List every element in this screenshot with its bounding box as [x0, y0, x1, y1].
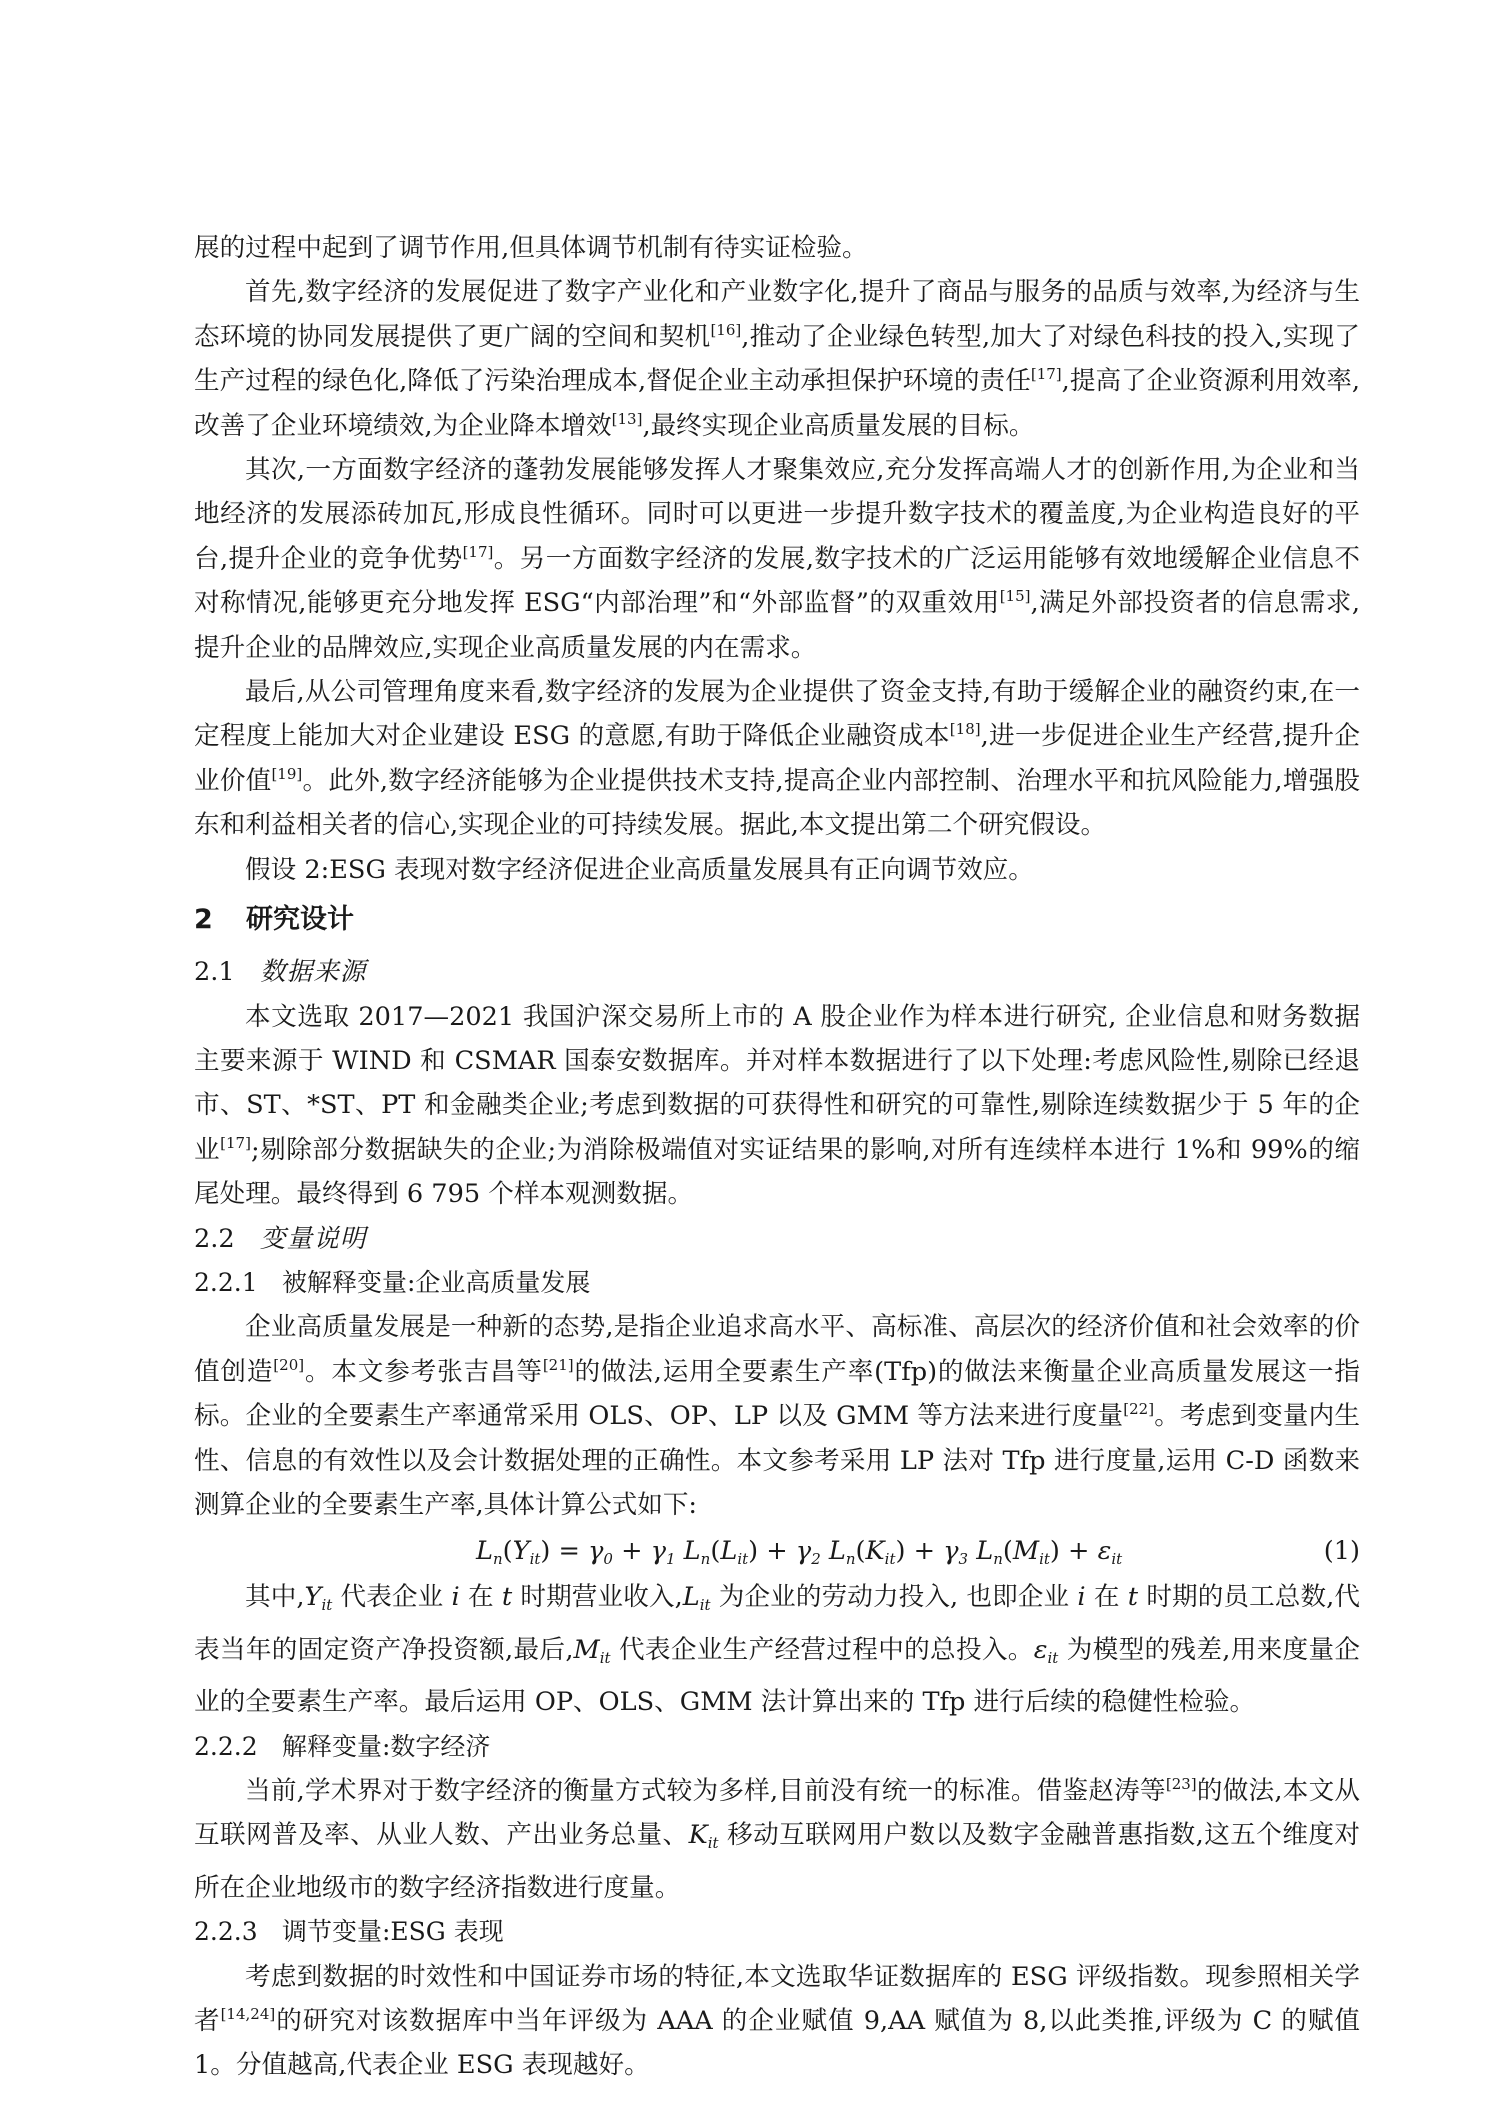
paragraph-first [194, 270, 1360, 448]
eq-subscript: it [884, 1550, 896, 1569]
paragraph-dependent-variable [194, 1305, 1360, 1527]
eq-subscript: n [700, 1550, 711, 1569]
section-title: 研究设计 [246, 904, 354, 936]
eq-symbol: L [476, 1536, 493, 1567]
text: 为模型的残差,用来度量企业的全要素生产率。最后运用 OP、OLS、GMM 法计算出来的 Tfp 进行后续的稳健性检验。 [194, 1634, 1360, 1718]
var-subscript: it [1047, 1648, 1059, 1667]
citation: [22] [1123, 1400, 1155, 1419]
paragraph-explanatory-variable [194, 1769, 1360, 1910]
eq-symbol: L [720, 1536, 738, 1567]
equation: Ln(Yit) = γ0 + γ1 Ln(Lit) + γ2 Ln(Kit) + γ3 Ln(Mit) + εit [476, 1536, 1123, 1569]
citation: [13] [611, 409, 643, 428]
eq-operator: + [758, 1536, 796, 1567]
section-title: 调节变量:ESG 表现 [282, 1917, 504, 1947]
var-symbol: t [501, 1582, 513, 1613]
text: 。本文参考张吉昌等 [304, 1356, 543, 1387]
citation: [19] [271, 764, 303, 783]
eq-operator: + [612, 1536, 651, 1567]
subsection-heading-2-2-3 [194, 1910, 1360, 1954]
text: 其中, [245, 1582, 305, 1613]
section-number: 2 [194, 904, 213, 936]
eq-operator: + [905, 1536, 944, 1567]
eq-subscript: it [529, 1550, 541, 1569]
text: 本文选取 2017—2021 我国沪深交易所上市的 A 股企业作为样本进行研究, 企业信息和财务数据主要来源于 WIND 和 CSMAR 国泰安数据库。并对样本数据进行了以下处理:考虑风险性,剔除已经退市、ST、*ST、PT 和金融类企业;考虑到数据的可获得性和研究的可靠性,剔除连续数据少于 5 年的企业 [194, 1001, 1360, 1165]
section-number: 2.2.3 [194, 1917, 258, 1947]
section-title: 变量说明 [260, 1223, 367, 1254]
section-title: 解释变量:数字经济 [282, 1731, 491, 1761]
text: 。此外,数字经济能够为企业提供技术支持,提高企业内部控制、治理水平和抗风险能力,增强股东和利益相关者的信心,实现企业的可持续发展。据此,本文提出第二个研究假设。 [194, 765, 1360, 841]
eq-subscript: 3 [958, 1550, 969, 1569]
citation: [16] [710, 320, 742, 339]
section-title: 被解释变量:企业高质量发展 [282, 1267, 591, 1297]
text: 当前,学术界对于数字经济的衡量方式较为多样,目前没有统一的标准。借鉴赵涛等 [245, 1776, 1166, 1806]
citation: [17] [220, 1133, 251, 1152]
citation: [23] [1165, 1775, 1197, 1793]
text: 最后,从公司管理角度来看,数字经济的发展为企业提供了资金支持,有助于缓解企业的融资约束,在一定程度上能加大对企业建设 ESG 的意愿,有助于降低企业融资成本 [194, 677, 1360, 752]
var-symbol: L [682, 1582, 700, 1613]
eq-symbol: Y [512, 1536, 530, 1567]
equation-number: (1) [1323, 1536, 1360, 1567]
text: 为企业的劳动力投入, 也即企业 [710, 1582, 1078, 1613]
eq-symbol: γ [943, 1536, 959, 1567]
eq-subscript: 0 [603, 1550, 613, 1569]
eq-operator: = [550, 1536, 589, 1567]
var-symbol: M [573, 1634, 600, 1665]
eq-symbol: L [976, 1536, 994, 1567]
text: 的研究对该数据库中当年评级为 AAA 的企业赋值 9,AA 赋值为 8,以此类推,评级为 C 的赋值 1。分值越高,代表企业 ESG 表现越好。 [194, 2006, 1360, 2081]
section-number: 2.2 [194, 1223, 235, 1254]
text: 在 [459, 1582, 502, 1613]
text: 的做法,本文从互联网普及率、从业人数、产出业务总量、 [194, 1776, 1360, 1851]
eq-symbol: K [865, 1536, 885, 1567]
eq-subscript: it [1111, 1550, 1123, 1569]
paragraph-moderating-variable [194, 1955, 1360, 2088]
text: 展的过程中起到了调节作用,但具体调节机制有待实证检验。 [194, 233, 868, 263]
subsection-heading-2-2 [194, 1217, 1360, 1261]
subsection-heading-2-1 [194, 950, 1360, 994]
var-symbol: t [1127, 1582, 1139, 1613]
citation: [20] [273, 1355, 305, 1374]
eq-symbol: L [828, 1536, 846, 1567]
citation: [15] [999, 587, 1031, 606]
var-subscript: it [707, 1834, 719, 1853]
text: 。考虑到变量内生性、信息的有效性以及会计数据处理的正确性。本文参考采用 LP 法对 Tfp 进行度量,运用 C-D 函数来测算企业的全要素生产率,具体计算公式如下: [194, 1401, 1360, 1520]
eq-operator: + [1059, 1536, 1098, 1567]
var-symbol: i [1077, 1582, 1086, 1613]
text: 。另一方面数字经济的发展,数字技术的广泛运用能够有效地缓解企业信息不对称情况,能够更充分地发挥 ESG“内部治理”和“外部监督”的双重效用 [194, 543, 1360, 619]
eq-subscript: 1 [665, 1550, 676, 1569]
eq-symbol: L [683, 1536, 701, 1567]
eq-subscript: it [737, 1550, 749, 1569]
var-symbol: i [451, 1582, 460, 1613]
eq-subscript: n [493, 1550, 503, 1569]
citation: [21] [542, 1355, 574, 1374]
citation: [18] [949, 720, 981, 739]
text: 在 [1085, 1582, 1128, 1613]
text: 考虑到数据的时效性和中国证券市场的特征,本文选取华证数据库的 ESG 评级指数。现参照相关学者 [194, 1961, 1360, 2037]
paragraph-equation-explanation [194, 1575, 1360, 1724]
paragraph-continuation [194, 226, 1360, 270]
text: ,满足外部投资者的信息需求,提升企业的品牌效应,实现企业高质量发展的内在需求。 [194, 588, 1360, 663]
eq-subscript: n [993, 1550, 1003, 1569]
section-heading-2 [194, 898, 1360, 942]
eq-symbol: γ [795, 1536, 812, 1567]
paragraph-second [194, 448, 1360, 670]
subsection-heading-2-2-2 [194, 1725, 1360, 1769]
text: 假设 2:ESG 表现对数字经济促进企业高质量发展具有正向调节效应。 [245, 854, 1034, 885]
text: 企业高质量发展是一种新的态势,是指企业追求高水平、高标准、高层次的经济价值和社会效率的价值创造 [194, 1312, 1360, 1387]
section-number: 2.2.2 [194, 1731, 258, 1761]
text: 代表企业 [340, 1582, 452, 1613]
eq-symbol: γ [650, 1536, 666, 1567]
equation-row [194, 1527, 1360, 1575]
citation: [14,24] [220, 2005, 276, 2024]
citation: [17] [1030, 365, 1062, 384]
eq-subscript: n [845, 1550, 856, 1569]
text: ,提高了企业资源利用效率,改善了企业环境绩效,为企业降本增效 [194, 366, 1360, 441]
eq-symbol: M [1012, 1536, 1040, 1567]
text: 的做法,运用全要素生产率(Tfp)的做法来衡量企业高质量发展这一指标。企业的全要素生产率通常采用 OLS、OP、LP 以及 GMM 等方法来进行度量 [194, 1356, 1360, 1432]
eq-subscript: 2 [811, 1550, 821, 1569]
text: 首先,数字经济的发展促进了数字产业化和产业数字化,提升了商品与服务的品质与效率,为经济与生态环境的协同发展提供了更广阔的空间和契机 [194, 277, 1360, 352]
var-subscript: it [699, 1596, 711, 1615]
text: 其次,一方面数字经济的蓬勃发展能够发挥人才聚集效应,充分发挥高端人才的创新作用,为企业和当地经济的发展添砖加瓦,形成良性循环。同时可以更进一步提升数字技术的覆盖度,为企业构造良好的平台,提升企业的竞争优势 [194, 455, 1360, 574]
text: 移动互联网用户数以及数字金融普惠指数,这五个维度对所在企业地级市的数字经济指数进行度量。 [194, 1820, 1360, 1903]
section-number: 2.1 [194, 957, 235, 988]
text: ;剔除部分数据缺失的企业;为消除极端值对实证结果的影响,对所有连续样本进行 1%和 99%的缩尾处理。最终得到 6 795 个样本观测数据。 [194, 1134, 1360, 1210]
var-symbol: K [688, 1820, 708, 1851]
eq-symbol: ε [1097, 1536, 1112, 1567]
subsection-heading-2-2-1 [194, 1261, 1360, 1305]
section-title: 数据来源 [260, 957, 367, 988]
var-subscript: it [599, 1648, 611, 1667]
section-number: 2.2.1 [194, 1267, 258, 1297]
text: ,进一步促进企业生产经营,提升企业价值 [194, 721, 1360, 796]
body-text [194, 226, 1360, 2088]
text: 代表企业生产经营过程中的总投入。 [610, 1634, 1034, 1665]
paragraph-data-source [194, 995, 1360, 1217]
citation: [17] [462, 542, 494, 561]
hypothesis-2 [194, 848, 1360, 892]
text: ,最终实现企业高质量发展的目标。 [642, 410, 1035, 441]
var-symbol: Y [304, 1582, 322, 1613]
eq-symbol: γ [588, 1536, 604, 1567]
text: 时期营业收入, [512, 1582, 683, 1613]
var-subscript: it [321, 1596, 333, 1615]
text: 时期的员工总数,代表当年的固定资产净投资额,最后, [194, 1582, 1360, 1665]
text: ,推动了企业绿色转型,加大了对绿色科技的投入,实现了生产过程的绿色化,降低了污染治理成本,督促企业主动承担保护环境的责任 [194, 321, 1360, 397]
paragraph-finally [194, 670, 1360, 848]
var-symbol: ε [1033, 1634, 1048, 1665]
eq-subscript: it [1039, 1550, 1050, 1569]
